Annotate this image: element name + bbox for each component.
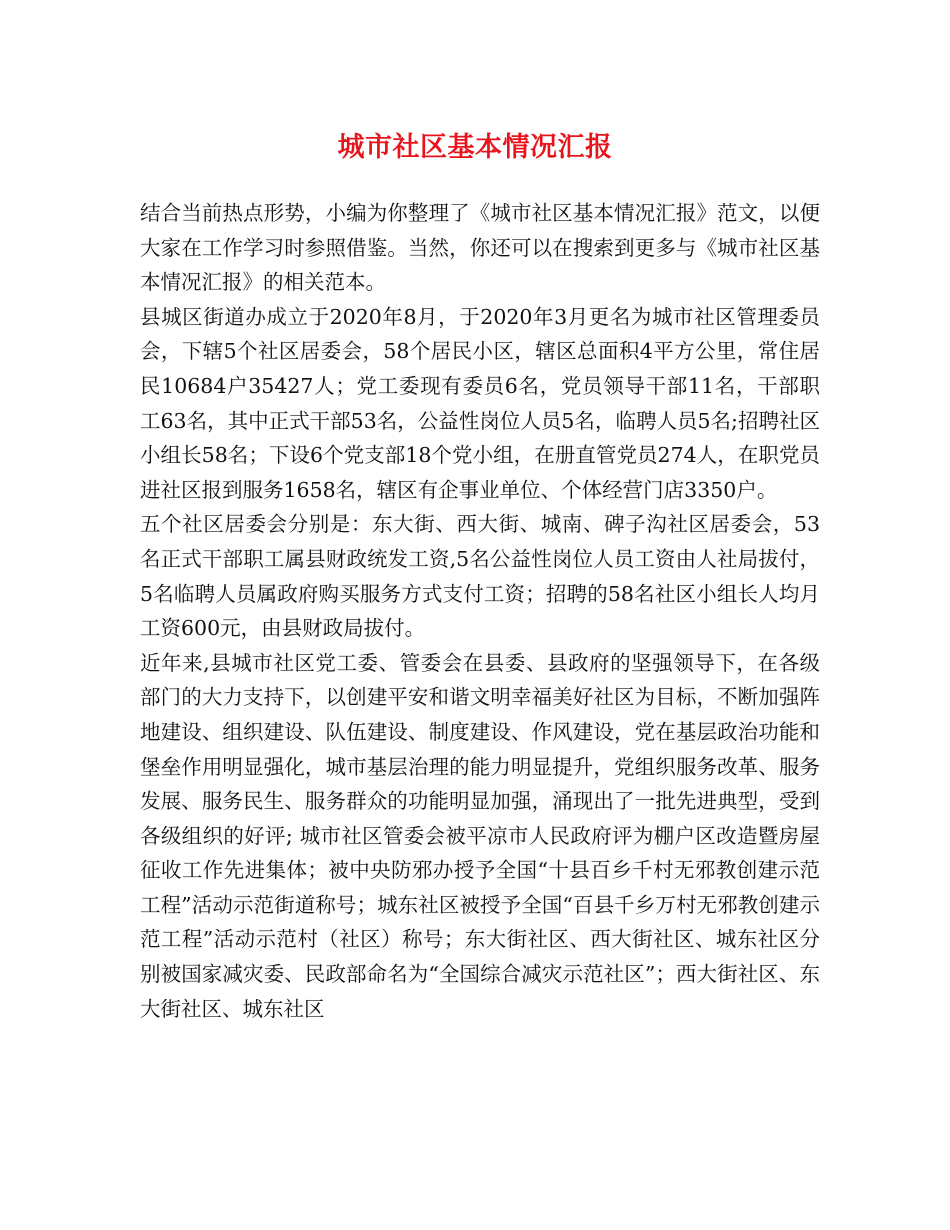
document-title: 城市社区基本情况汇报: [337, 132, 613, 163]
paragraph-intro: 结合当前热点形势，小编为你整理了《城市社区基本情况汇报》范文，以便大家在工作学习时参照借鉴。当然，你还可以在搜索到更多与《城市社区基本情况汇报》的相关范本。: [140, 201, 820, 295]
paragraph-overview: 县城区街道办成立于2020年8月，于2020年3月更名为城市社区管理委员会，下辖5个社区居委会，58个居民小区，辖区总面积4平方公里，常住居民10684户35427人；党工委现有委员6名，党员领导干部11名，干部职工63名，其中正式干部53名，公益性岗位人员5名，临聘人员5名;招聘社区小组长58名；下设6个党支部18个党小组，在册直管党员274人，在职党员进社区报到服务1658名，辖区有企事业单位、个体经营门店3350户。: [140, 304, 820, 502]
document-body: [140, 196, 820, 1026]
paragraph-achievements: 近年来,县城市社区党工委、管委会在县委、县政府的坚强领导下，在各级部门的大力支持下，以创建平安和谐文明幸福美好社区为目标，不断加强阵地建设、组织建设、队伍建设、制度建设、作风建设，党在基层政治功能和堡垒作用明显强化，城市基层治理的能力明显提升，党组织服务改革、服务发展、服务民生、服务群众的功能明显加强，涌现出了一批先进典型，受到各级组织的好评; 城市社区管委会被平凉市人民政府评为棚户区改造暨房屋征收工作先进集体；被中央防邪办授予全国“十县百乡千村无邪教创建示范工程”活动示范街道称号；城东社区被授予全国“百县千乡万村无邪教创建示范工程”活动示范村（社区）称号；东大街社区、西大街社区、城东社区分别被国家减灾委、民政部命名为“全国综合减灾示范社区”；西大街社区、东大街社区、城东社区: [140, 650, 820, 1021]
paragraph-committees: 五个社区居委会分别是：东大街、西大街、城南、碑子沟社区居委会，53名正式干部职工属县财政统发工资,5名公益性岗位人员工资由人社局拔付，5名临聘人员属政府购买服务方式支付工资；招聘的58名社区小组长人均月工资600元，由县财政局拔付。: [140, 512, 820, 641]
